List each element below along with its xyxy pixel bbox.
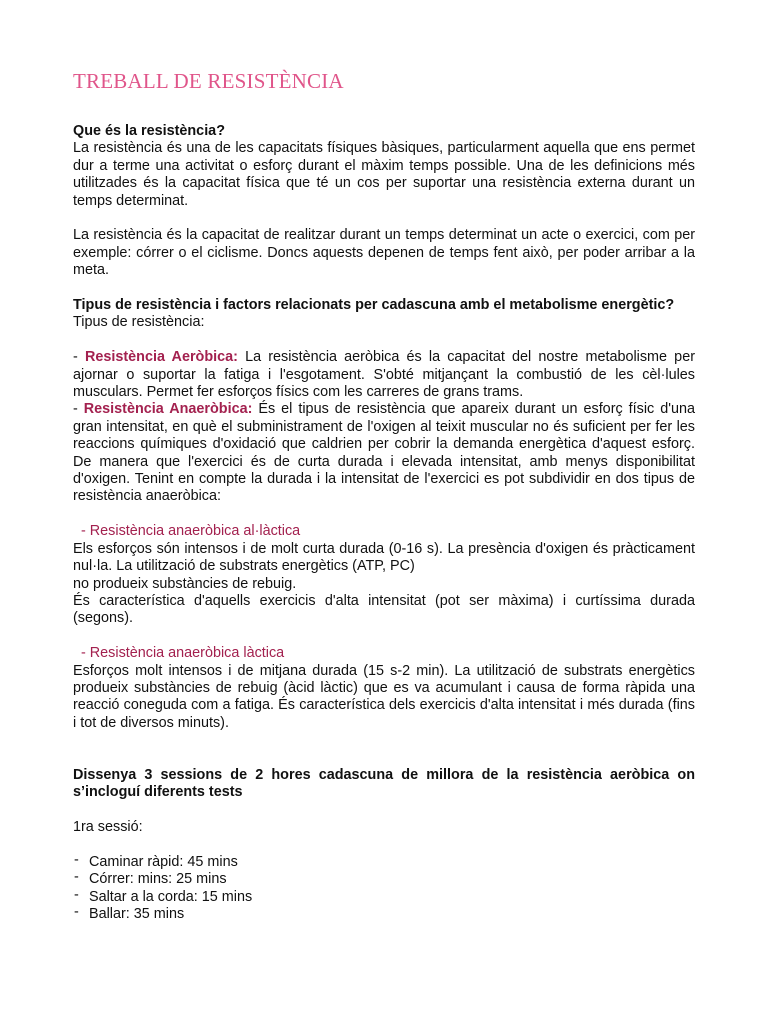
paragraph-capacity: La resistència és la capacitat de realitzar durant un temps determinat un acte o exercici, com per exemple: córrer o el ciclisme. Doncs aquests depenen de temps fent això, per poder arribar a la meta. bbox=[73, 227, 695, 279]
types-intro: Tipus de resistència: bbox=[73, 314, 205, 331]
document-body bbox=[73, 123, 695, 924]
lactic-paragraph: Esforços molt intensos i de mitjana durada (15 s-2 min). La utilització de substrats energètics produeix substàncies de rebuig (àcid làctic) que es va acumulant i causa de forma ràpida una reacció coneguda com a fatiga. És característica dels exercicis d'alta intensitat i més durada (fins i tot de diversos minuts). bbox=[73, 662, 695, 731]
section-heading-sessions: Dissenya 3 sessions de 2 hores cadascuna de millora de la resistència aeròbica on s’incloguí diferents tests bbox=[73, 766, 695, 801]
lactic-heading: - Resistència anaeròbica làctica bbox=[81, 645, 285, 662]
alactic-line-1: Els esforços són intensos i de molt curta durada (0-16 s). La presència d'oxigen és pràcticament nul·la. La utilització de substrats energètics (ATP, PC) bbox=[73, 540, 695, 575]
anaerobic-paragraph: - Resistència Anaeròbica: És el tipus de resistència que apareix durant un esforç físic d'una gran intensitat, en què el subministrament de l'oxigen al teixit muscular no és suficient per fer les reaccions químiques d'oxidació que caldrien per cobrir la demanda energètica d'aquest esforç. De manera que l'exercici és de curta durada i elevada intensitat, amb menys disponibilitat d'oxigen. Tenint en compte la durada i la intensitat de l'exercici es pot subdividir en dos tipus de resistència anaeròbica: bbox=[73, 401, 695, 505]
anaerobic-label: Resistència Anaeròbica: bbox=[83, 401, 253, 418]
alactic-line-3: És característica d'aquells exercicis d'alta intensitat (pot ser màxima) i curtíssima durada (segons). bbox=[73, 592, 695, 627]
section-heading-what-is-resistance: Que és la resistència? bbox=[73, 123, 225, 139]
paragraph-definition: La resistència és una de les capacitats físiques bàsiques, particularment aquella que ens permet dur a terme una activitat o esforç durant el màxim temps possible. Una de les definicions més utilitzades és la capacitat física que té un cos per suportar una resistència externa durant un temps determinat. bbox=[73, 140, 695, 209]
section-heading-types: Tipus de resistència i factors relacionats per cadascuna amb el metabolisme energètic? bbox=[73, 297, 675, 314]
list-item: - Saltar a la corda: 15 mins bbox=[74, 886, 253, 905]
alactic-heading: - Resistència anaeròbica al·làctica bbox=[81, 523, 301, 540]
document-title: TREBALL DE RESISTÈNCIA bbox=[73, 69, 344, 93]
aerobic-paragraph: - Resistència Aeròbica: La resistència aeròbica és la capacitat del nostre metabolisme per ajornar o suportar la fatiga i l'esgotament. S'obté mitjançant la combustió de les cèl·lules musculars. Permet fer esforços físics com les carreres de grans trams. bbox=[73, 349, 695, 401]
list-item: - Ballar: 35 mins bbox=[74, 904, 185, 923]
session-activity-list bbox=[73, 851, 695, 924]
list-item: - Córrer: mins: 25 mins bbox=[74, 869, 227, 888]
aerobic-label: Resistència Aeròbica: bbox=[84, 349, 238, 366]
alactic-line-2: no produeix substàncies de rebuig. bbox=[73, 575, 297, 592]
list-item: - Caminar ràpid: 45 mins bbox=[74, 851, 238, 870]
session-title: 1ra sessió: bbox=[73, 819, 143, 836]
